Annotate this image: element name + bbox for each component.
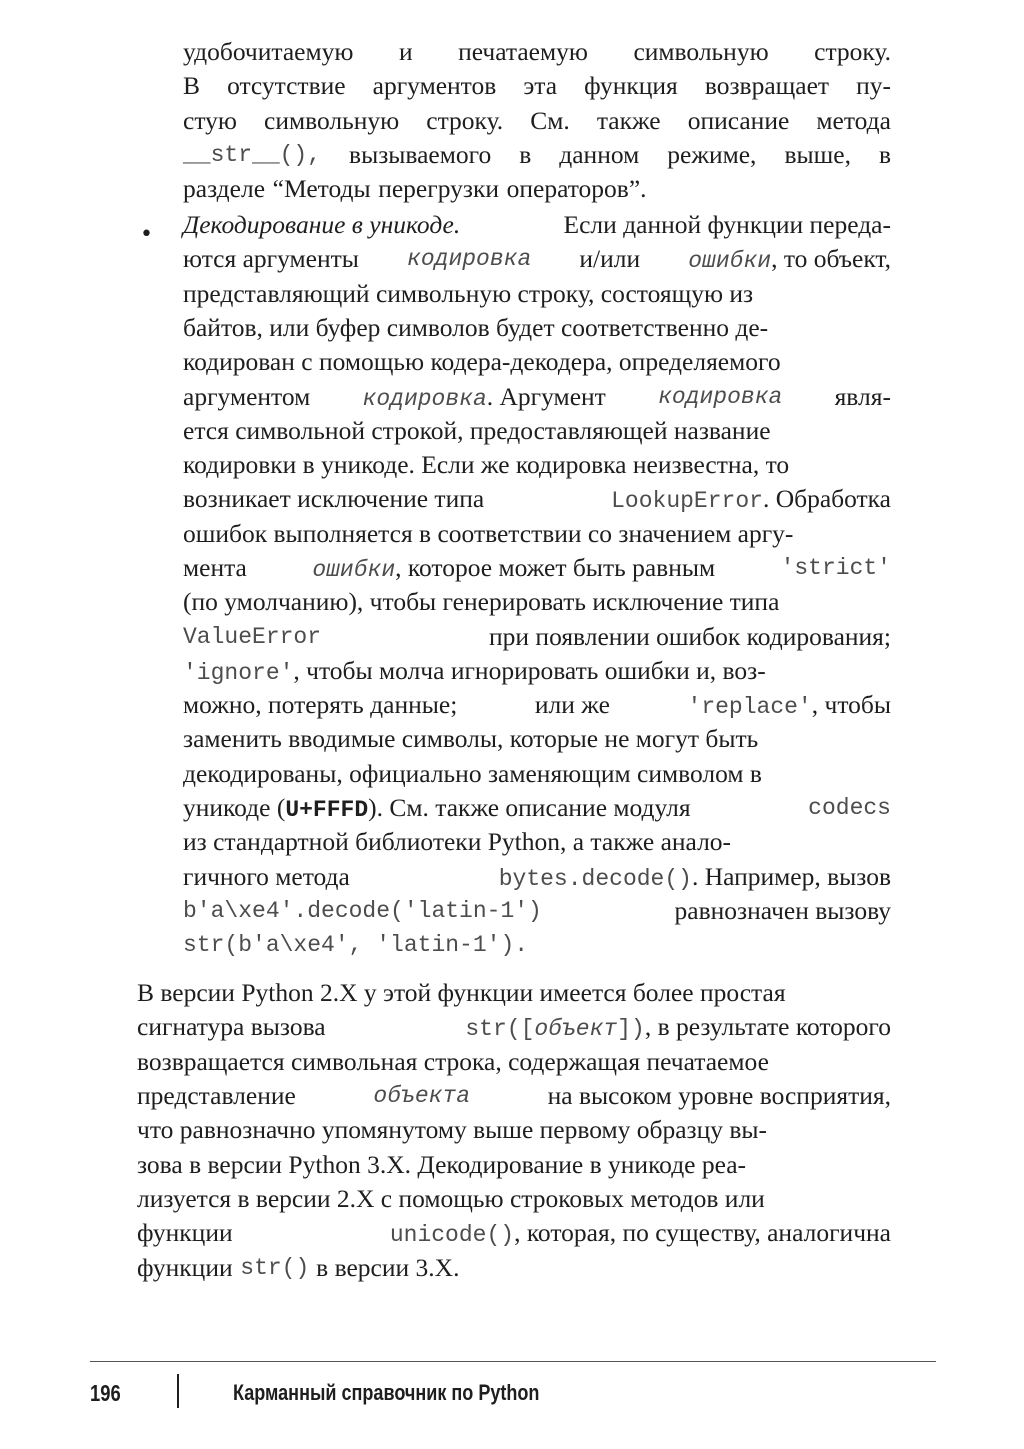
arg-name: ошибки bbox=[688, 248, 772, 274]
bullet-line bbox=[183, 448, 891, 482]
word: символьную bbox=[633, 37, 769, 66]
paragraph-line bbox=[137, 1182, 891, 1216]
text-run: ). См. также описание модуля bbox=[368, 793, 691, 822]
word: данном bbox=[559, 140, 640, 169]
text-run: функции bbox=[137, 1218, 233, 1247]
bullet-line bbox=[183, 242, 891, 278]
text-run: , в результате которого bbox=[644, 1012, 891, 1041]
word: В bbox=[183, 71, 201, 100]
word: в bbox=[519, 140, 532, 169]
text-run: сигнатура вызова bbox=[137, 1012, 326, 1041]
arg-name: ошибки bbox=[312, 557, 396, 583]
text-run: заменить вводимые символы, которые не могут быть bbox=[183, 724, 759, 753]
text-run: ются аргументы bbox=[183, 244, 359, 273]
word: метода bbox=[816, 106, 891, 135]
bullet-lead-term: Декодирование в уникоде. bbox=[183, 210, 461, 239]
text-run: явля- bbox=[834, 382, 891, 411]
bullet-line bbox=[183, 825, 891, 859]
word: перегрузки bbox=[378, 174, 499, 203]
code-literal: codecs bbox=[808, 795, 891, 821]
footer-rule bbox=[90, 1361, 936, 1362]
word: пу- bbox=[856, 71, 891, 100]
text-run: аргументом bbox=[183, 382, 311, 411]
text-run: в версии 3.X. bbox=[316, 1253, 460, 1282]
word: отсутствие bbox=[227, 71, 346, 100]
paragraph-line bbox=[183, 35, 891, 69]
text-run: кодирован с помощью кодера-декодера, определяемого bbox=[183, 347, 781, 376]
word: стую bbox=[183, 106, 237, 135]
code-literal: str(b'a\xe4', 'latin-1'). bbox=[183, 932, 529, 958]
bullet-line bbox=[183, 894, 891, 928]
word: возвращает bbox=[704, 71, 830, 100]
word: См. bbox=[530, 106, 570, 135]
paragraph-line bbox=[137, 1251, 891, 1285]
word: режиме, bbox=[667, 140, 757, 169]
paragraph-line bbox=[137, 1010, 891, 1046]
bullet-line bbox=[183, 654, 891, 690]
text-run: (по умолчанию), чтобы генерировать исключение типа bbox=[183, 587, 780, 616]
text-run: что равнозначно упомянутому выше первому образцу вы- bbox=[137, 1115, 768, 1144]
bullet-line bbox=[183, 482, 891, 518]
text-run: . Например, вызов bbox=[691, 862, 891, 891]
paragraph-line bbox=[183, 69, 891, 103]
code-literal: __str__(), bbox=[183, 142, 322, 168]
text-run: мента bbox=[183, 553, 247, 582]
code-literal: unicode() bbox=[389, 1222, 515, 1248]
text-run: зова в версии Python 3.X. Декодирование в уникоде реа- bbox=[137, 1150, 747, 1179]
footer-separator bbox=[177, 1374, 179, 1408]
paragraph-line bbox=[183, 138, 891, 172]
bullet-line bbox=[183, 380, 891, 416]
text-run: байтов, или буфер символов будет соответственно де- bbox=[183, 313, 769, 342]
bullet-line bbox=[183, 414, 891, 448]
paragraph-line bbox=[137, 1148, 891, 1182]
word: строку. bbox=[426, 106, 504, 135]
word: аргументов bbox=[372, 71, 497, 100]
code-literal: str() bbox=[240, 1255, 310, 1281]
bullet-line bbox=[183, 311, 891, 345]
word: эта bbox=[523, 71, 558, 100]
code-literal: 'strict' bbox=[780, 555, 891, 581]
word: удобочитаемую bbox=[183, 37, 354, 66]
code-literal: b'a\xe4'.decode('latin-1') bbox=[183, 898, 542, 924]
arg-name: кодировка bbox=[658, 384, 783, 410]
code-literal: U+FFFD bbox=[285, 797, 369, 823]
bullet-line bbox=[183, 928, 891, 962]
text-run: из стандартной библиотеки Python, а также анало- bbox=[183, 827, 732, 856]
word: и bbox=[398, 37, 413, 66]
bullet-line bbox=[183, 345, 891, 379]
code-literal: 'ignore' bbox=[183, 660, 294, 686]
text-run: , то объект, bbox=[771, 244, 891, 273]
word: функция bbox=[584, 71, 678, 100]
code-literal: 'replace' bbox=[687, 694, 812, 720]
word: операторов”. bbox=[506, 174, 647, 203]
paragraph-line bbox=[183, 172, 891, 206]
code-literal: ValueError bbox=[183, 624, 322, 650]
word: разделе bbox=[183, 174, 266, 203]
bullet-line bbox=[183, 688, 891, 724]
text-run: лизуется в версии 2.X с помощью строковых методов или bbox=[137, 1184, 765, 1213]
bullet-line bbox=[183, 791, 891, 827]
paragraph-line bbox=[183, 104, 891, 138]
text-run: функции bbox=[137, 1253, 233, 1282]
bullet-line bbox=[183, 517, 891, 551]
code-literal: LookupError bbox=[611, 488, 763, 514]
text-run: представление bbox=[137, 1081, 296, 1110]
text-run: Если данной функции переда- bbox=[563, 210, 891, 239]
word: в bbox=[878, 140, 891, 169]
text-run: равнозначен вызову bbox=[674, 896, 891, 925]
bullet-line bbox=[183, 208, 891, 242]
text-run: В версии Python 2.X у этой функции имеется более простая bbox=[137, 978, 786, 1007]
code-literal: str([ bbox=[465, 1016, 535, 1042]
word: печатаемую bbox=[458, 37, 588, 66]
word: описание bbox=[687, 106, 790, 135]
word: также bbox=[596, 106, 661, 135]
word: строку. bbox=[814, 37, 891, 66]
arg-name: объект bbox=[534, 1016, 618, 1042]
text-run: кодировки в уникоде. Если же кодировка неизвестна, то bbox=[183, 450, 790, 479]
text-run: ется символьной строкой, предоставляющей название bbox=[183, 416, 771, 445]
text-run: представляющий символьную строку, состоящую из bbox=[183, 279, 754, 308]
text-run: уникоде ( bbox=[183, 793, 286, 822]
text-run: возвращается символьная строка, содержащая печатаемое bbox=[137, 1047, 769, 1076]
text-run: гичного метода bbox=[183, 862, 350, 891]
paragraph-line bbox=[137, 976, 891, 1010]
text-run: или же bbox=[534, 690, 610, 719]
arg-name: кодировка bbox=[362, 386, 487, 412]
running-title: Карманный справочник по Python bbox=[233, 1380, 540, 1405]
text-run: декодированы, официально заменяющим символом в bbox=[183, 759, 762, 788]
text-run: при появлении ошибок кодирования; bbox=[489, 622, 891, 651]
text-run: , которое может быть равным bbox=[395, 553, 716, 582]
paragraph-line bbox=[137, 1113, 891, 1147]
bullet-line bbox=[183, 722, 891, 756]
text-run: на высоком уровне восприятия, bbox=[547, 1081, 891, 1110]
bullet-line bbox=[183, 277, 891, 311]
text-run: , которая, по существу, аналогична bbox=[514, 1218, 891, 1247]
text-run: возникает исключение типа bbox=[183, 484, 485, 513]
text-run: можно, потерять данные; bbox=[183, 690, 458, 719]
word: символьную bbox=[264, 106, 400, 135]
text-run: . Обработка bbox=[762, 484, 891, 513]
paragraph-line bbox=[137, 1216, 891, 1252]
word: вызываемого bbox=[349, 140, 492, 169]
code-literal: bytes.decode() bbox=[498, 866, 692, 892]
code-literal: ]) bbox=[617, 1016, 645, 1042]
text-run: и/или bbox=[579, 244, 641, 273]
bullet-marker: • bbox=[140, 222, 153, 247]
page-number: 196 bbox=[90, 1380, 121, 1406]
word: выше, bbox=[784, 140, 851, 169]
word: “Методы bbox=[272, 174, 371, 203]
paragraph-line bbox=[137, 1045, 891, 1079]
text-run: ошибок выполняется в соответствии со значением аргу- bbox=[183, 519, 794, 548]
bullet-line bbox=[183, 757, 891, 791]
paragraph-line bbox=[137, 1079, 891, 1113]
bullet-line bbox=[183, 551, 891, 587]
text-run: , чтобы bbox=[811, 690, 891, 719]
text-run: . Аргумент bbox=[486, 382, 606, 411]
arg-name: объекта bbox=[373, 1083, 471, 1109]
bullet-line bbox=[183, 585, 891, 619]
bullet-line bbox=[183, 620, 891, 654]
arg-name: кодировка bbox=[407, 246, 532, 272]
bullet-line bbox=[183, 860, 891, 896]
text-run: , чтобы молча игнорировать ошибки и, воз- bbox=[293, 656, 766, 685]
